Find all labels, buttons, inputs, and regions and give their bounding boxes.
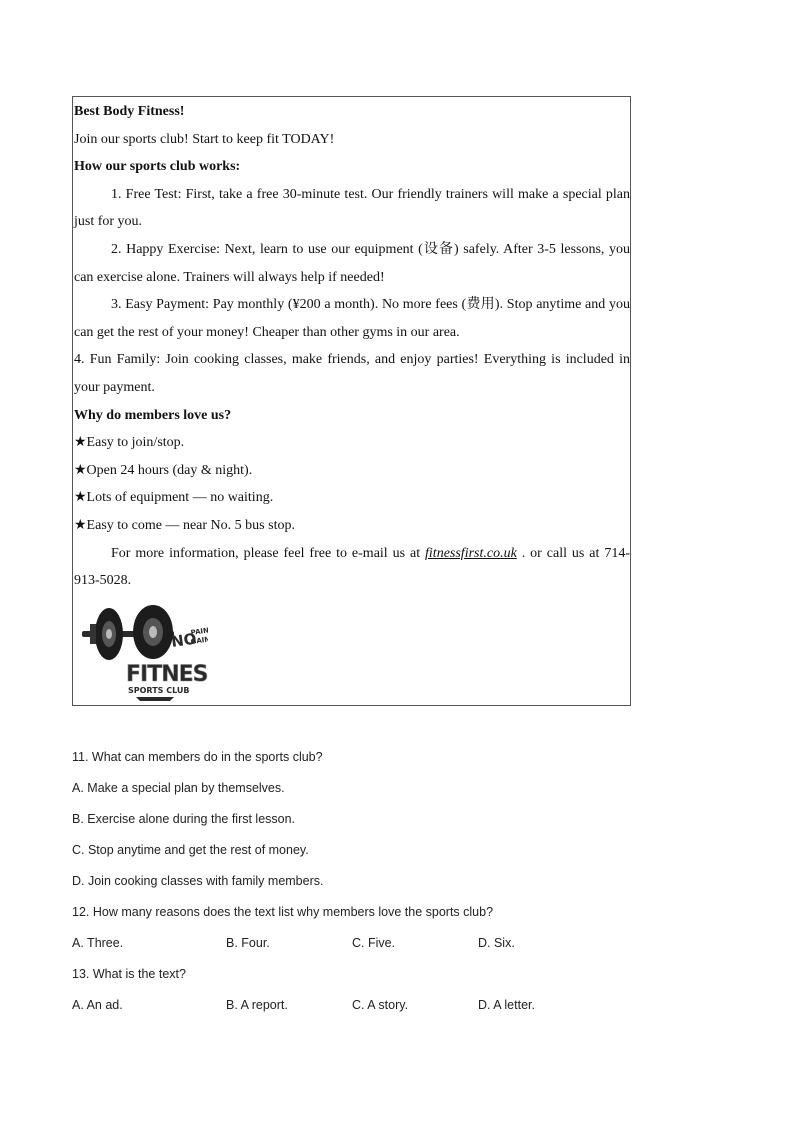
why-love-heading: Why do members love us? [74, 407, 232, 423]
reason-item: ★Open 24 hours (day & night). [74, 462, 253, 478]
logo-gain-text: GAIN [190, 635, 208, 646]
feature-happy-exercise: 2. Happy Exercise: Next, learn to use our equipment (设备) safely. After 3-5 lessons, you can exercise alone. Trainers will always help if needed! [74, 241, 630, 285]
advertisement-box [72, 96, 631, 706]
logo-ribbon-icon [136, 697, 174, 701]
question-11 [72, 742, 632, 897]
logo-brand-text: FITNES [126, 661, 207, 687]
question-stem: 12. How many reasons does the text list why members love the sports club? [72, 905, 494, 919]
fitness-logo [76, 605, 208, 705]
answer-option[interactable]: B. Four. [226, 936, 270, 950]
feature-free-test: 1. Free Test: First, take a free 30-minute test. Our friendly trainers will make a special plan just for you. [74, 186, 630, 230]
logo-no-text: NO [170, 629, 198, 651]
ad-intro: Join our sports club! Start to keep fit TODAY! [74, 131, 335, 147]
contact-text-after: . or call us at 714-913-5028. [74, 545, 630, 589]
answer-option[interactable]: B. Exercise alone during the first lesson. [72, 812, 296, 826]
answer-option[interactable]: D. Six. [478, 936, 515, 950]
logo-sub-text: SPORTS CLUB [128, 685, 190, 695]
answer-option[interactable]: A. An ad. [72, 998, 123, 1012]
reason-item: ★Easy to come — near No. 5 bus stop. [74, 517, 295, 533]
answer-option[interactable]: C. Stop anytime and get the rest of money. [72, 843, 309, 857]
answer-option[interactable]: C. A story. [352, 998, 409, 1012]
question-13 [72, 959, 632, 1021]
contact-text-before: For more information, please feel free to e-mail us at [111, 545, 426, 561]
ad-title: Best Body Fitness! [74, 104, 185, 119]
questions-section [72, 742, 632, 1021]
feature-easy-payment: 3. Easy Payment: Pay monthly (¥200 a month). No more fees (费用). Stop anytime and you can get the rest of your money! Cheaper than other gyms in our area. [74, 297, 630, 340]
answer-option[interactable]: C. Five. [352, 936, 396, 950]
options-row [72, 928, 632, 959]
answer-option[interactable]: A. Three. [72, 936, 124, 950]
answer-option[interactable]: D. Join cooking classes with family members. [72, 874, 324, 888]
contact-info [74, 540, 630, 595]
answer-option[interactable]: A. Make a special plan by themselves. [72, 781, 285, 795]
answer-option[interactable]: D. A letter. [478, 998, 535, 1012]
dumbbell-logo-icon [76, 605, 208, 705]
question-stem: 13. What is the text? [72, 967, 186, 981]
feature-fun-family: 4. Fun Family: Join cooking classes, make friends, and enjoy parties! Everything is included in your payment. [74, 352, 630, 395]
options-row [72, 990, 632, 1021]
contact-email-link[interactable]: fitnessfirst.co.uk [425, 545, 517, 561]
question-stem: 11. What can members do in the sports club? [72, 750, 323, 764]
how-it-works-heading: How our sports club works: [74, 159, 241, 175]
logo-pain-text: PAIN [190, 626, 208, 637]
reason-item: ★Lots of equipment — no waiting. [74, 490, 274, 506]
question-12 [72, 897, 632, 959]
reason-item: ★Easy to join/stop. [74, 435, 185, 451]
answer-option[interactable]: B. A report. [226, 998, 288, 1012]
